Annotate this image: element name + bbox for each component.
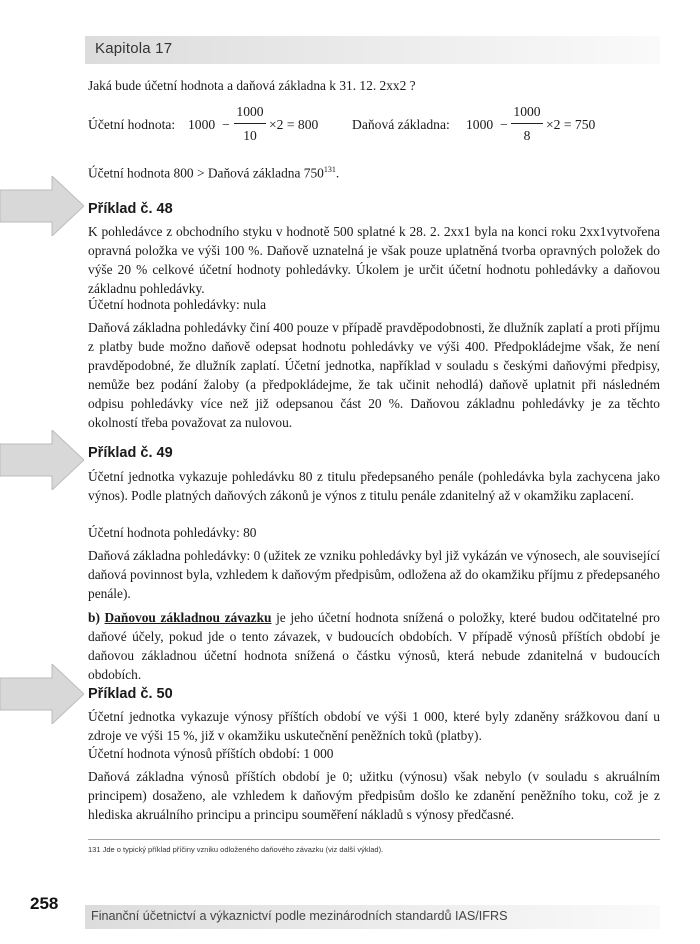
footnote-ref: 131 (323, 165, 336, 174)
comparison-text (88, 160, 660, 182)
footnote-divider (88, 839, 660, 840)
formula-left-label: Účetní hodnota: (88, 117, 176, 132)
chapter-header-bar (85, 36, 660, 64)
example-50-paragraph-1: Účetní jednotka vykazuje výnosy příštích období ve výši 1 000, které byly zdaněny srážkovou daní u zdroje ve výši 15 %, již v okamžiku uskutečnění peněžních toků (platby). (88, 709, 660, 743)
example-48-title: Příklad č. 48 (88, 201, 173, 217)
example-arrow-icon (0, 430, 84, 490)
formula-right-fraction-bar (511, 123, 543, 124)
page-number: 258 (30, 894, 59, 913)
example-50-paragraph-3: Daňová základna výnosů příštích období je 0; užitku (výnosu) však nebylo (v souladu s akruálním principem) dosaženo, ale vzhledem k daňovým předpisům došlo ke zdanění peněžního toku, což je z hlediska akruálního principu a principu souměření nákladů s výnosy předčasné. (88, 769, 660, 822)
formula-left-numerator: 1000 (236, 104, 264, 119)
section-b-paragraph (88, 608, 660, 684)
formula-right-result: ×2 = 750 (546, 117, 596, 132)
formula-right-denominator: 8 (523, 128, 531, 143)
example-49-paragraph-1: Účetní jednotka vykazuje pohledávku 80 z titulu předepsaného penále (pohledávka byla zachycena jako výnos). Podle platných daňových zákonů je výnos z titulu penále zdanitelný až v okamžiku zaplacení. (88, 469, 660, 503)
formula-left-minus: − (222, 117, 230, 132)
chapter-title: Kapitola 17 (95, 40, 173, 57)
formula-right-label: Daňová základna: (352, 117, 450, 132)
footer-bar (85, 905, 660, 929)
example-50-paragraph-2: Účetní hodnota výnosů příštích období: 1 000 (88, 746, 334, 761)
section-b-text: je jeho účetní hodnota snížená o položky, které budou odčitatelné pro daňové účely, pokud jde o tento závazek, v budoucích obdobích. V případě výnosů příštích období je daňovou základnou účetní hodnota snížená o částku výnosů, která nebude zdanitelná v budoucích obdobích. (88, 610, 660, 682)
formula-left-result: ×2 = 800 (269, 117, 319, 132)
example-arrow-icon (0, 176, 84, 236)
footer-title: Finanční účetnictví a výkaznictví podle mezinárodních standardů IAS/IFRS (91, 909, 508, 923)
section-b-prefix: b) (88, 610, 105, 625)
section-b-heading: Daňovou základnou závazku (104, 610, 272, 625)
example-48-paragraph-3: Daňová základna pohledávky činí 400 pouze v případě pravděpodobnosti, že dlužník zaplatí a proti příjmu z platby bude možno daňově odepsat hodnotu pohledávky ve výši 400. Předpokládejme však, že není pravděpodobné, že dlužník zaplatí. Účetní jednotka, například v souladu s českými daňovými předpisy, nemůže bez podání žaloby (a předpokládejme, že tak učinit nehodlá) daňově uplatnit při následném odpisu pohledávky více než již odepsanou část 20 %. Daňovou základnu pohledávky je za těchto okolností třeba považovat za nulovou. (88, 320, 660, 430)
formula-right-a: 1000 (466, 117, 494, 132)
example-50-title: Příklad č. 50 (88, 686, 173, 702)
formula-left-fraction-bar (234, 123, 266, 124)
formula-left-denominator: 10 (243, 128, 257, 143)
example-arrow-icon (0, 664, 84, 724)
example-48-paragraph-2: Účetní hodnota pohledávky: nula (88, 297, 267, 312)
formula-left-a: 1000 (188, 117, 216, 132)
footnote: 131 Jde o typický příklad příčiny vzniku odloženého daňového závazku (viz další výklad). (88, 845, 384, 854)
example-48-paragraph-1: K pohledávce z obchodního styku v hodnotě 500 splatné k 28. 2. 2xx1 byla na konci roku 2xx1vytvořena opravná položka ve výši 100 %. Daňově uznatelná je však pouze uplatněná tvorba opravných položek do výše 20 % celkové účetní hodnoty pohledávky. Úkolem je určit účetní hodnotu pohledávky a daňovou základnu pohledávky. (88, 224, 660, 296)
formula-right-numerator: 1000 (513, 104, 541, 119)
comparison-main: Účetní hodnota 800 > Daňová základna 750 (88, 165, 324, 181)
example-49-paragraph-2: Účetní hodnota pohledávky: 80 (88, 525, 257, 540)
question-text: Jaká bude účetní hodnota a daňová základna k 31. 12. 2xx2 ? (88, 78, 416, 93)
example-49-paragraph-3: Daňová základna pohledávky: 0 (užitek ze vzniku pohledávky byl již vykázán ve výnosech, ale související daňová povinnost byla, vzhledem k daňovým předpisům, odložena až do okamžiku příjmu z předepsaného penále). (88, 548, 660, 601)
comparison-tail: . (335, 165, 340, 181)
example-49-title: Příklad č. 49 (88, 445, 173, 461)
formula-right-minus: − (500, 117, 508, 132)
